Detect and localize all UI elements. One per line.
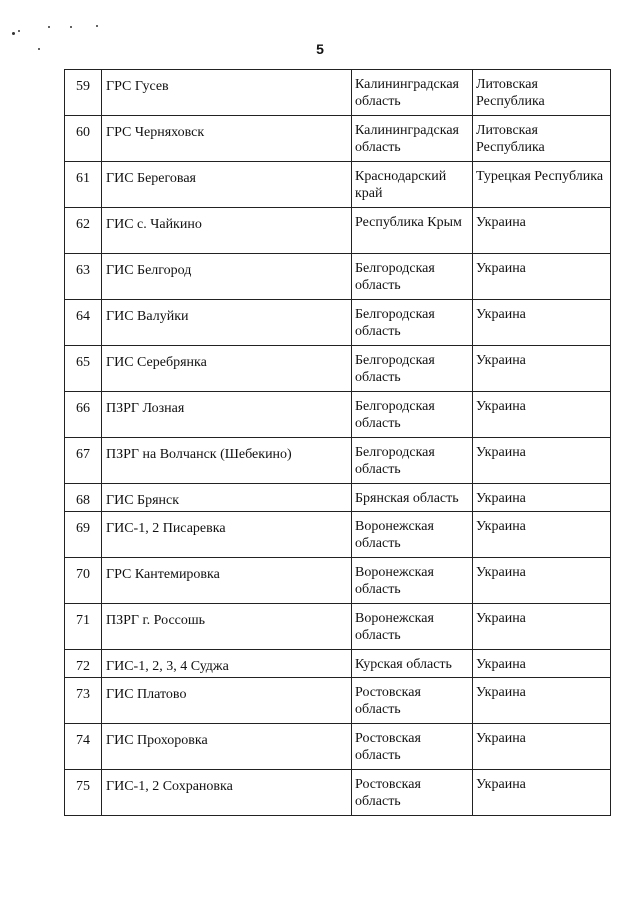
country-cell: Украина xyxy=(473,770,611,816)
station-name: ПЗРГ на Волчанск (Шебекино) xyxy=(102,438,352,484)
station-name: ПЗРГ Лозная xyxy=(102,392,352,438)
table-row xyxy=(65,116,611,162)
region-cell: Курская область xyxy=(352,650,473,678)
row-number: 61 xyxy=(65,162,102,208)
row-number: 62 xyxy=(65,208,102,254)
gas-stations-table xyxy=(64,69,611,816)
region-cell: Воронежская область xyxy=(352,512,473,558)
station-name: ГИС Белгород xyxy=(102,254,352,300)
country-cell: Украина xyxy=(473,300,611,346)
country-cell: Украина xyxy=(473,512,611,558)
row-number: 67 xyxy=(65,438,102,484)
row-number: 71 xyxy=(65,604,102,650)
station-name: ГРС Гусев xyxy=(102,70,352,116)
country-cell: Украина xyxy=(473,484,611,512)
region-cell: Ростовская область xyxy=(352,770,473,816)
station-name: ГИС Брянск xyxy=(102,484,352,512)
country-cell: Украина xyxy=(473,604,611,650)
region-cell: Республика Крым xyxy=(352,208,473,254)
station-name: ГРС Кантемировка xyxy=(102,558,352,604)
region-cell: Белгородская область xyxy=(352,438,473,484)
country-cell: Украина xyxy=(473,438,611,484)
table-row xyxy=(65,770,611,816)
country-cell: Литовская Республика xyxy=(473,116,611,162)
row-number: 69 xyxy=(65,512,102,558)
table-row xyxy=(65,650,611,678)
region-cell: Ростовская область xyxy=(352,678,473,724)
station-name: ПЗРГ г. Россошь xyxy=(102,604,352,650)
region-cell: Белгородская область xyxy=(352,346,473,392)
station-name: ГИС Валуйки xyxy=(102,300,352,346)
country-cell: Украина xyxy=(473,392,611,438)
country-cell: Украина xyxy=(473,254,611,300)
table-row xyxy=(65,70,611,116)
country-cell: Украина xyxy=(473,678,611,724)
table-row xyxy=(65,724,611,770)
row-number: 68 xyxy=(65,484,102,512)
country-cell: Украина xyxy=(473,346,611,392)
table-row xyxy=(65,604,611,650)
country-cell: Литовская Республика xyxy=(473,70,611,116)
row-number: 66 xyxy=(65,392,102,438)
station-name: ГИС-1, 2 Писаревка xyxy=(102,512,352,558)
table-body xyxy=(65,70,611,816)
station-name: ГИС с. Чайкино xyxy=(102,208,352,254)
region-cell: Воронежская область xyxy=(352,558,473,604)
table-row xyxy=(65,484,611,512)
country-cell: Украина xyxy=(473,650,611,678)
table-row xyxy=(65,208,611,254)
station-name: ГРС Черняховск xyxy=(102,116,352,162)
region-cell: Белгородская область xyxy=(352,392,473,438)
station-name: ГИС Прохоровка xyxy=(102,724,352,770)
row-number: 70 xyxy=(65,558,102,604)
country-cell: Украина xyxy=(473,558,611,604)
table-row xyxy=(65,300,611,346)
row-number: 59 xyxy=(65,70,102,116)
station-name: ГИС-1, 2, 3, 4 Суджа xyxy=(102,650,352,678)
table-row xyxy=(65,392,611,438)
station-name: ГИС-1, 2 Сохрановка xyxy=(102,770,352,816)
region-cell: Ростовская область xyxy=(352,724,473,770)
row-number: 72 xyxy=(65,650,102,678)
station-name: ГИС Серебрянка xyxy=(102,346,352,392)
region-cell: Краснодарский край xyxy=(352,162,473,208)
country-cell: Украина xyxy=(473,724,611,770)
table-row xyxy=(65,346,611,392)
station-name: ГИС Платово xyxy=(102,678,352,724)
country-cell: Турецкая Республика xyxy=(473,162,611,208)
table-row xyxy=(65,438,611,484)
row-number: 74 xyxy=(65,724,102,770)
table-row xyxy=(65,162,611,208)
row-number: 65 xyxy=(65,346,102,392)
region-cell: Калининградская область xyxy=(352,116,473,162)
region-cell: Белгородская область xyxy=(352,254,473,300)
station-name: ГИС Береговая xyxy=(102,162,352,208)
region-cell: Воронежская область xyxy=(352,604,473,650)
country-cell: Украина xyxy=(473,208,611,254)
row-number: 64 xyxy=(65,300,102,346)
row-number: 75 xyxy=(65,770,102,816)
row-number: 60 xyxy=(65,116,102,162)
row-number: 63 xyxy=(65,254,102,300)
page-number: 5 xyxy=(316,41,324,57)
table-row xyxy=(65,558,611,604)
table-row xyxy=(65,512,611,558)
table-row xyxy=(65,678,611,724)
region-cell: Калининградская область xyxy=(352,70,473,116)
table-row xyxy=(65,254,611,300)
region-cell: Брянская область xyxy=(352,484,473,512)
row-number: 73 xyxy=(65,678,102,724)
region-cell: Белгородская область xyxy=(352,300,473,346)
